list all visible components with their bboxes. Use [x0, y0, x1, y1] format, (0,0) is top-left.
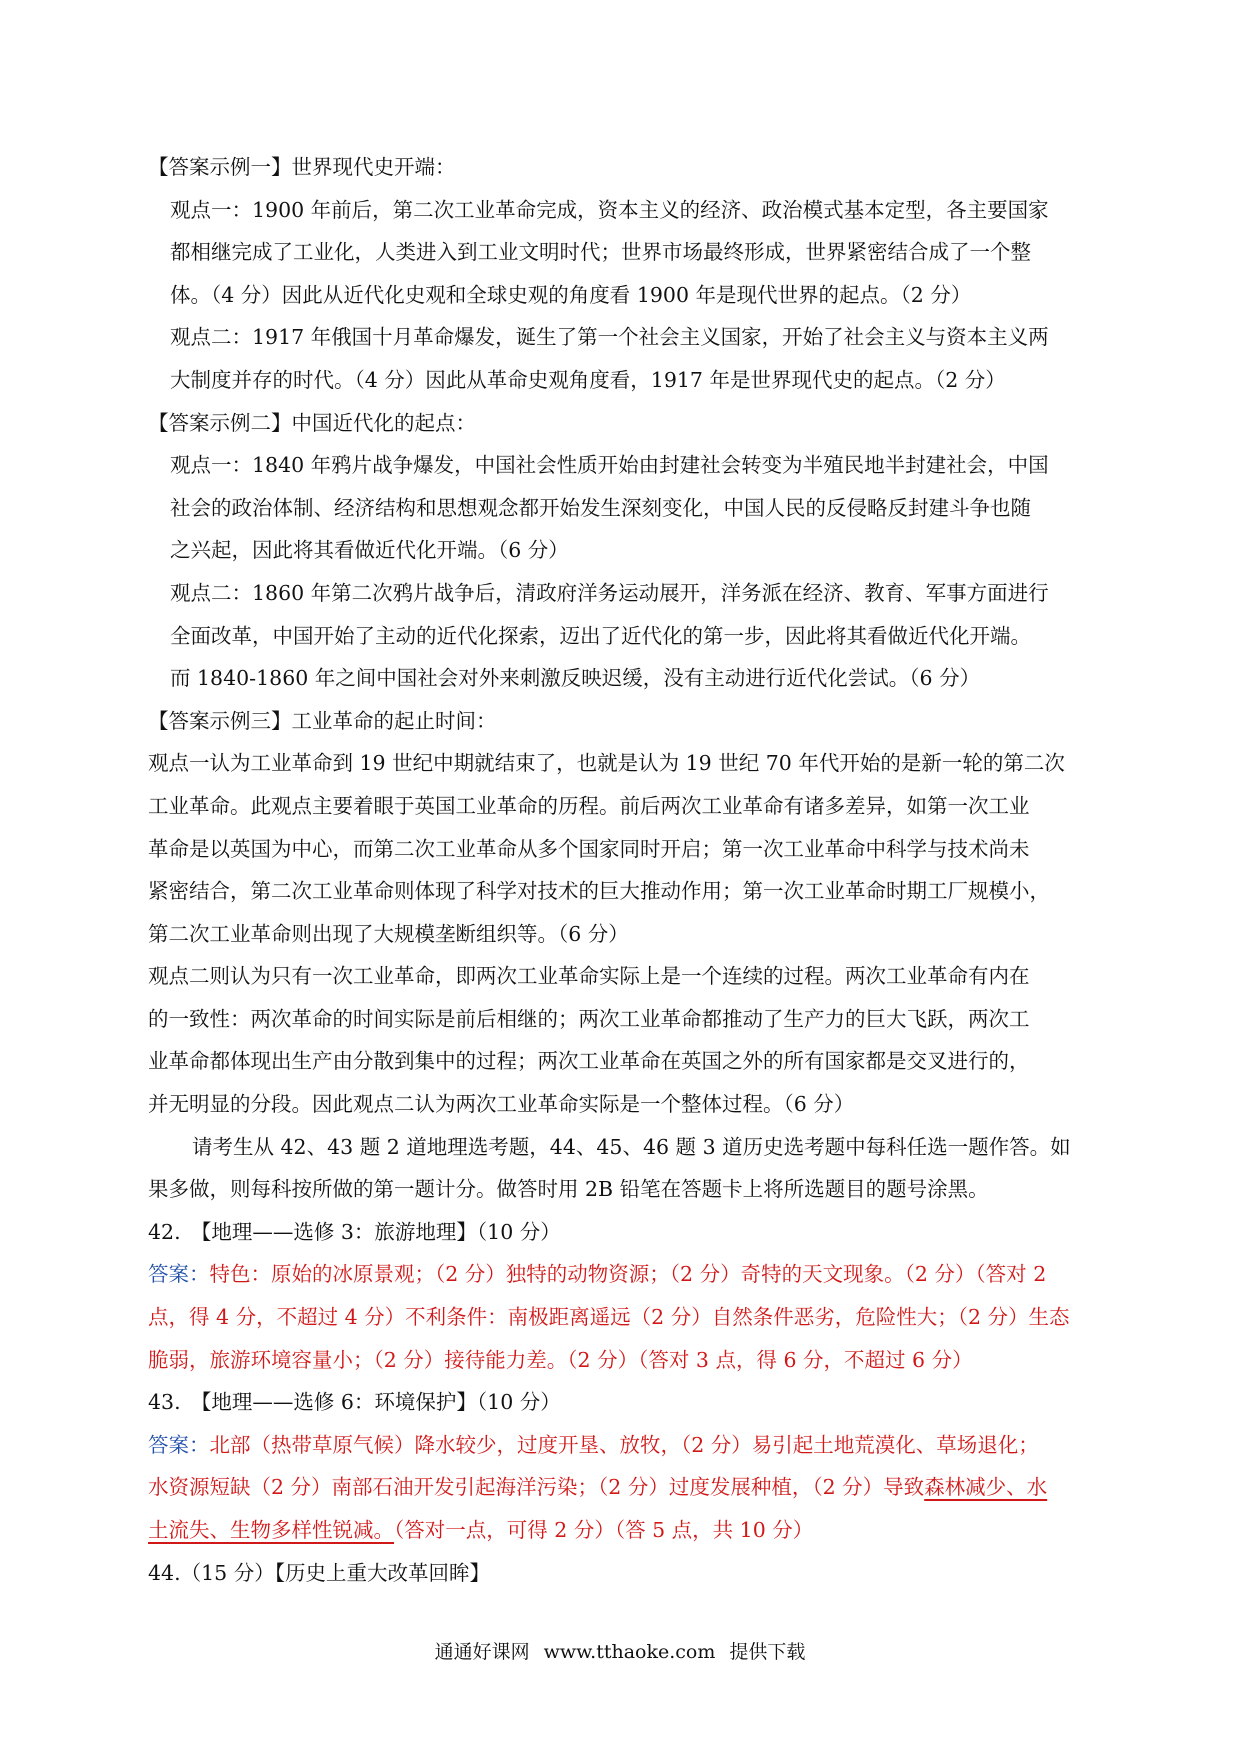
paragraph-line: 紧密结合，第二次工业革命则体现了科学对技术的巨大推动作用；第一次工业革命时期工厂规模小，	[148, 879, 1050, 904]
paragraph-line: 全面改革，中国开始了主动的近代化探索，迈出了近代化的第一步，因此将其看做近代化开端。	[170, 623, 1031, 648]
paragraph-line: 大制度并存的时代。（4 分）因此从革命史观角度看，1917 年是世界现代史的起点。（2 分）	[170, 367, 1006, 392]
paragraph-line: 观点一认为工业革命到 19 世纪中期就结束了，也就是认为 19 世纪 70 年代开始的是新一轮的第二次	[148, 751, 1065, 776]
paragraph-line: 观点一：1900 年前后，第二次工业革命完成，资本主义的经济、政治模式基本定型，各主要国家	[170, 197, 1049, 222]
footer-url: www.tthaoke.com	[543, 1641, 716, 1663]
footer-note: 提供下载	[729, 1641, 806, 1663]
answer-line	[148, 1466, 1096, 1509]
answer-line: 脆弱，旅游环境容量小；（2 分）接待能力差。（2 分）（答对 3 点，得 6 分，不超过 6 分）	[148, 1347, 973, 1372]
paragraph-line: 工业革命。此观点主要着眼于英国工业革命的历程。前后两次工业革命有诸多差异，如第一次工业	[148, 793, 1030, 818]
section-china-modernization	[148, 402, 1096, 700]
answer-line	[148, 1253, 1096, 1296]
section-heading: 【答案示例三】工业革命的起止时间：	[148, 708, 497, 733]
question-title: 43. 【地理——选修 6：环境保护】（10 分）	[148, 1390, 561, 1415]
paragraph-line: 而 1840-1860 年之间中国社会对外来刺激反映迟缓，没有主动进行近代化尝试。（6 分）	[170, 666, 981, 691]
section-heading: 【答案示例一】世界现代史开端：	[148, 155, 456, 179]
paragraph-line: 的一致性：两次革命的时间实际是前后相继的；两次工业革命都推动了生产力的巨大飞跃，两次工	[148, 1006, 1030, 1031]
question-title: 44.（15 分）【历史上重大改革回眸】	[148, 1560, 490, 1585]
answer-line	[148, 1509, 1096, 1552]
paragraph-line: 革命是以英国为中心，而第二次工业革命从多个国家同时开启；第一次工业革命中科学与技术尚未	[148, 836, 1030, 861]
section-world-modern-history	[148, 146, 1096, 402]
answer-line	[148, 1424, 1096, 1467]
paragraph-line: 业革命都体现出生产由分散到集中的过程；两次工业革命在英国之外的所有国家都是交叉进行的，	[148, 1049, 1030, 1074]
answer-text: 特色：原始的冰原景观；（2 分）独特的动物资源；（2 分）奇特的天文现象。（2 分）（答对 2	[209, 1262, 1047, 1287]
underlined-answer-text: 森林减少、水	[924, 1475, 1048, 1500]
footer-site-name: 通通好课网	[434, 1641, 530, 1663]
paragraph-line: 第二次工业革命则出现了大规模垄断组织等。（6 分）	[148, 921, 629, 946]
paragraph-line: 观点一：1840 年鸦片战争爆发，中国社会性质开始由封建社会转变为半殖民地半封建社会，中国	[170, 453, 1049, 478]
paragraph-line: 社会的政治体制、经济结构和思想观念都开始发生深刻变化，中国人民的反侵略反封建斗争也随	[170, 495, 1031, 520]
paragraph-line: 观点二则认为只有一次工业革命，即两次工业革命实际上是一个连续的过程。两次工业革命有内在	[148, 964, 1030, 989]
paragraph-line: 并无明显的分段。因此观点二认为两次工业革命实际是一个整体过程。（6 分）	[148, 1092, 855, 1117]
paragraph-line: 之兴起，因此将其看做近代化开端。（6 分）	[170, 538, 569, 563]
paragraph-line: 观点二：1917 年俄国十月革命爆发，诞生了第一个社会主义国家，开始了社会主义与资本主义两	[170, 325, 1049, 350]
question-title: 42. 【地理——选修 3：旅游地理】（10 分）	[148, 1219, 561, 1244]
answer-text: 北部（热带草原气候）降水较少，过度开垦、放牧，（2 分）易引起土地荒漠化、草场退化；	[209, 1432, 1039, 1457]
paragraph-line: 体。（4 分）因此从近代化史观和全球史观的角度看 1900 年是现代世界的起点。（2 分）	[170, 282, 972, 307]
paragraph-line: 观点二：1860 年第二次鸦片战争后，清政府洋务运动展开，洋务派在经济、教育、军事方面进行	[170, 580, 1049, 605]
answer-label: 答案：	[148, 1262, 210, 1287]
answer-text: 水资源短缺（2 分）南部石油开发引起海洋污染；（2 分）过度发展种植，（2 分）导致	[148, 1475, 925, 1500]
answer-line: 点，得 4 分，不超过 4 分）不利条件：南极距离遥远（2 分）自然条件恶劣，危险性大；（2 分）生态	[148, 1305, 1070, 1330]
section-heading: 【答案示例二】中国近代化的起点：	[148, 410, 476, 435]
section-industrial-revolution	[148, 700, 1096, 1126]
instruction-line: 请考生从 42、43 题 2 道地理选考题，44、45、46 题 3 道历史选考题中每科任选一题作答。如	[192, 1134, 1071, 1159]
question-43	[148, 1381, 1096, 1551]
elective-instructions	[148, 1126, 1096, 1211]
underlined-answer-text: 土流失、生物多样性锐减。	[148, 1518, 394, 1542]
answer-text: （答对一点，可得 2 分）（答 5 点，共 10 分）	[394, 1518, 814, 1542]
page-footer	[0, 1637, 1240, 1664]
question-44	[148, 1552, 1096, 1595]
question-42	[148, 1211, 1096, 1381]
instruction-line: 果多做，则每科按所做的第一题计分。做答时用 2B 铅笔在答题卡上将所选题目的题号涂黑。	[148, 1177, 989, 1202]
paragraph-line: 都相继完成了工业化，人类进入到工业文明时代；世界市场最终形成，世界紧密结合成了一个整	[170, 240, 1031, 265]
answer-content	[148, 146, 1096, 1594]
answer-label: 答案：	[148, 1432, 210, 1457]
